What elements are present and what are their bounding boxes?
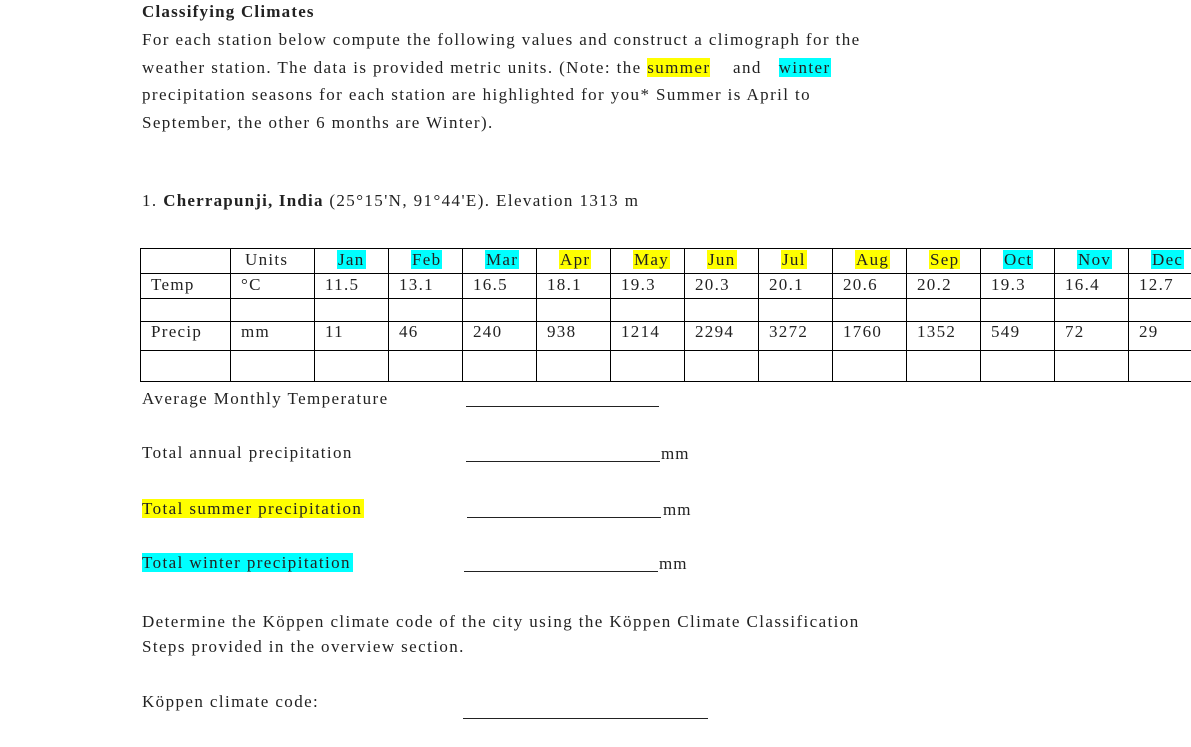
month-header: Feb (389, 249, 463, 274)
month-header: Jan (315, 249, 389, 274)
instructions-line-1: For each station below compute the following values and construct a climograph for the (142, 30, 861, 49)
precip-cell: 3272 (759, 322, 833, 351)
temp-cell: 12.7 (1129, 274, 1191, 299)
temp-cell: 13.1 (389, 274, 463, 299)
month-header: Mar (463, 249, 537, 274)
precip-spacer-row (141, 351, 1191, 382)
month-header: Jun (685, 249, 759, 274)
total-annual-unit: mm (661, 444, 690, 463)
koppen-code-answer-blank[interactable] (463, 700, 708, 719)
temp-cell: 19.3 (611, 274, 685, 299)
page-title: Classifying Climates (142, 2, 315, 21)
month-header: Apr (537, 249, 611, 274)
instructions-line-3: precipitation seasons for each station are highlighted for you* Summer is April to (142, 85, 812, 104)
precip-cell: 1760 (833, 322, 907, 351)
month-header: Aug (833, 249, 907, 274)
header-units: Units (231, 249, 315, 274)
temp-cell: 20.6 (833, 274, 907, 299)
precip-cell: 1352 (907, 322, 981, 351)
instructions-line-2: weather station. The data is provided metric units. (Note: the summer and winter (142, 57, 831, 77)
precip-cell: 2294 (685, 322, 759, 351)
temp-cell: 11.5 (315, 274, 389, 299)
precip-cell: 46 (389, 322, 463, 351)
total-summer-question: Total summer precipitation (142, 499, 363, 518)
total-summer-answer-blank[interactable] (467, 499, 661, 518)
temp-cell: 18.1 (537, 274, 611, 299)
precip-label: Precip (141, 322, 231, 351)
precip-cell: 29 (1129, 322, 1191, 351)
avg-temp-answer-blank[interactable] (466, 389, 659, 407)
month-header: May (611, 249, 685, 274)
temp-label: Temp (141, 274, 231, 299)
month-header: Oct (981, 249, 1055, 274)
instructions-paragraph (142, 26, 1042, 136)
temp-cell: 20.3 (685, 274, 759, 299)
koppen-code-label: Köppen climate code: (142, 692, 320, 711)
station-name: Cherrapunji, India (163, 191, 324, 210)
total-annual-question: Total annual precipitation (142, 443, 353, 462)
precip-cell: 240 (463, 322, 537, 351)
table-header-row (141, 249, 1191, 274)
instructions-line-4: September, the other 6 months are Winter). (142, 112, 494, 132)
summer-highlight: summer (647, 57, 711, 77)
month-header: Sep (907, 249, 981, 274)
precip-unit: mm (231, 322, 315, 351)
header-empty-cell (141, 249, 231, 274)
climate-data-table (140, 248, 1191, 382)
month-header: Dec (1129, 249, 1191, 274)
station-heading: 1. Cherrapunji, India (25°15'N, 91°44'E). Elevation 1313 m (142, 191, 640, 210)
precip-cell: 938 (537, 322, 611, 351)
total-summer-unit: mm (663, 500, 692, 519)
precip-cell: 1214 (611, 322, 685, 351)
temp-cell: 20.2 (907, 274, 981, 299)
total-winter-answer-blank[interactable] (464, 553, 658, 572)
total-annual-answer-blank[interactable] (466, 443, 660, 462)
precip-cell: 11 (315, 322, 389, 351)
temp-cell: 20.1 (759, 274, 833, 299)
month-header: Jul (759, 249, 833, 274)
winter-highlight: winter (778, 57, 831, 77)
temp-cell: 16.5 (463, 274, 537, 299)
total-winter-question: Total winter precipitation (142, 553, 351, 572)
temp-cell: 16.4 (1055, 274, 1129, 299)
total-winter-unit: mm (659, 554, 688, 573)
temp-row (141, 274, 1191, 299)
precip-cell: 549 (981, 322, 1055, 351)
temp-spacer-row (141, 299, 1191, 322)
temp-cell: 19.3 (981, 274, 1055, 299)
month-header: Nov (1055, 249, 1129, 274)
precip-cell: 72 (1055, 322, 1129, 351)
avg-temp-question: Average Monthly Temperature (142, 389, 389, 408)
precip-row (141, 322, 1191, 351)
koppen-instructions: Determine the Köppen climate code of the city using the Köppen Climate Classification Steps provided in the overview section. (142, 612, 860, 656)
temp-unit: °C (231, 274, 315, 299)
